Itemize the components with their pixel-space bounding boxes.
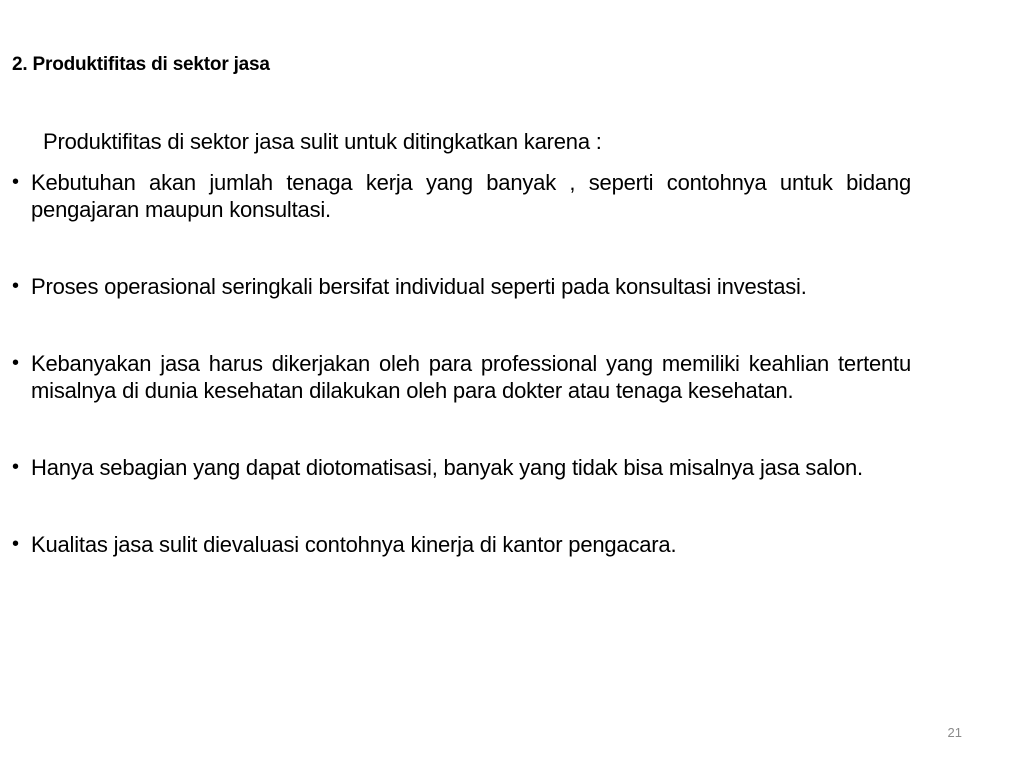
bullet-text-1: Kebutuhan akan jumlah tenaga kerja yang banyak , seperti contohnya untuk bidang pengajaran maupun konsultasi. [31, 170, 911, 222]
bullet-item-3 [12, 350, 911, 404]
bullet-item-5 [12, 531, 911, 558]
slide-title: 2. Produktifitas di sektor jasa [12, 54, 270, 75]
bullet-list [12, 169, 911, 558]
bullet-icon: • [12, 352, 19, 374]
bullet-text-3: Kebanyakan jasa harus dikerjakan oleh para professional yang memiliki keahlian tertentu misalnya di dunia kesehatan dilakukan oleh para dokter atau tenaga kesehatan. [31, 351, 911, 403]
bullet-text-5: Kualitas jasa sulit dievaluasi contohnya kinerja di kantor pengacara. [31, 532, 677, 557]
bullet-item-2 [12, 273, 911, 300]
bullet-icon: • [12, 171, 19, 193]
bullet-icon: • [12, 456, 19, 478]
intro-text: Produktifitas di sektor jasa sulit untuk ditingkatkan karena : [43, 129, 602, 154]
bullet-item-4 [12, 454, 911, 481]
page-number: 21 [947, 725, 962, 740]
bullet-text-4: Hanya sebagian yang dapat diotomatisasi, banyak yang tidak bisa misalnya jasa salon. [31, 455, 863, 480]
bullet-icon: • [12, 533, 19, 555]
bullet-item-1 [12, 169, 911, 223]
bullet-text-2: Proses operasional seringkali bersifat individual seperti pada konsultasi investasi. [31, 274, 807, 299]
bullet-icon: • [12, 275, 19, 297]
